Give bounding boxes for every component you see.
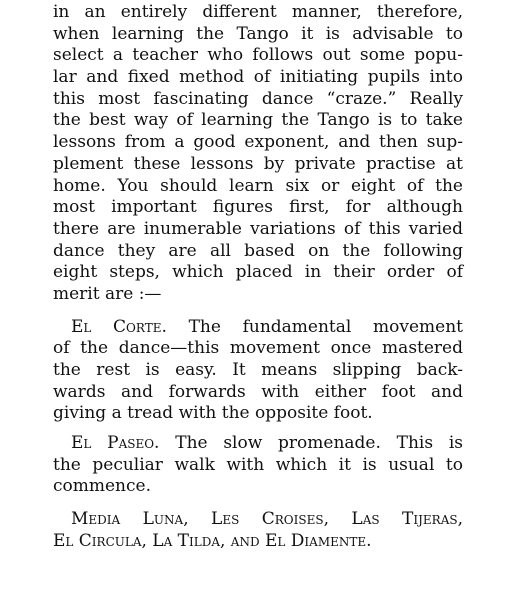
- text-line: in an entirely different manner, therefore,: [53, 2, 463, 22]
- step-names-line: El Circula, La Tilda, and El Diamente.: [53, 530, 372, 551]
- text-line: wards and forwards with either foot and: [53, 381, 463, 402]
- text-line: plement these lessons by private practise at: [53, 153, 463, 174]
- text-line: giving a tread with the opposite foot.: [53, 403, 373, 424]
- step-description: The fundamental movement: [188, 316, 463, 337]
- steps-list-paragraph: [53, 509, 463, 552]
- text-line: [53, 433, 463, 455]
- text-line: lar and fixed method of initiating pupils into: [53, 67, 463, 88]
- text-line: when learning the Tango it is advisable to: [53, 23, 463, 44]
- step-name-el-paseo: El Paseo.: [71, 433, 160, 454]
- text-line: [53, 317, 463, 339]
- text-line: the peculiar walk with which it is usual to: [53, 454, 463, 475]
- text-line: eight steps, which placed in their order of: [53, 262, 463, 283]
- el-paseo-paragraph: [53, 433, 463, 498]
- paragraph-gap: [53, 498, 463, 509]
- text-line: commence.: [53, 476, 151, 497]
- text-line: select a teacher who follows out some popu-: [53, 45, 463, 66]
- intro-paragraph: [53, 2, 463, 306]
- text-line: of the dance—this movement once mastered: [53, 338, 463, 359]
- paragraph-gap: [53, 306, 463, 317]
- paragraph-gap: [53, 425, 463, 433]
- page-text: [53, 2, 463, 553]
- text-line: lessons from a good exponent, and then sup-: [53, 132, 463, 153]
- text-line: there are inumerable variations of this varied: [53, 218, 463, 239]
- text-line: most important figures first, for although: [53, 197, 463, 218]
- text-line: this most fascinating dance “craze.” Really: [53, 88, 463, 109]
- step-names-line: Media Luna, Les Croises, Las Tijeras,: [71, 509, 463, 530]
- el-corte-paragraph: [53, 317, 463, 425]
- text-line: dance they are all based on the following: [53, 240, 463, 261]
- step-description: The slow promenade. This is: [175, 433, 464, 454]
- text-line: the rest is easy. It means slipping back-: [53, 360, 463, 380]
- step-name-el-corte: El Corte.: [71, 316, 167, 337]
- text-line: home. You should learn six or eight of the: [53, 175, 463, 196]
- text-line: the best way of learning the Tango is to take: [53, 110, 463, 131]
- text-line: merit are :—: [53, 283, 162, 304]
